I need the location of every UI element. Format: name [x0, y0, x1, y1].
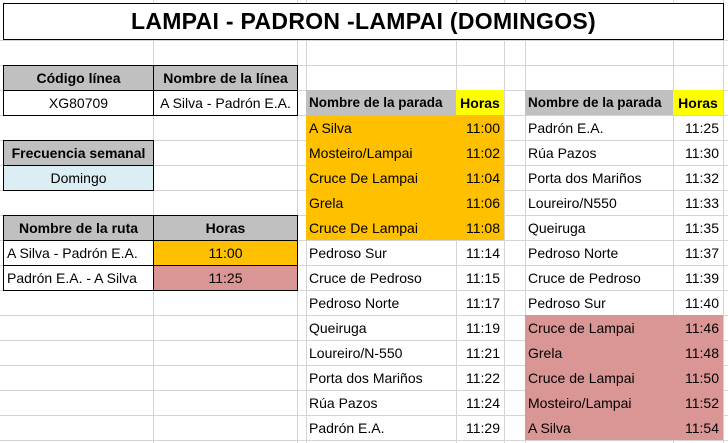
vuelta-hora: 11:54 — [673, 415, 723, 440]
vuelta-hora: 11:39 — [685, 269, 719, 286]
vuelta-parada: A Silva — [525, 415, 673, 440]
ida-parada: A Silva — [306, 115, 456, 140]
ruta-nombre[interactable]: A Silva - Padrón E.A. — [3, 240, 154, 266]
vuelta-hora: 11:32 — [685, 169, 719, 186]
ida-parada: Queiruga — [309, 319, 367, 336]
ruta-nombre[interactable]: Padrón E.A. - A Silva — [3, 265, 154, 291]
ida-parada: Pedroso Norte — [309, 294, 400, 311]
vuelta-parada: Cruce de Pedroso — [528, 269, 641, 286]
ida-parada-header: Nombre de la parada — [306, 90, 456, 115]
ida-parada: Grela — [306, 190, 456, 215]
ida-hora: 11:29 — [466, 419, 500, 436]
ida-parada: Padrón E.A. — [309, 419, 385, 436]
vuelta-hora: 11:25 — [685, 119, 719, 136]
vuelta-parada: Pedroso Norte — [528, 244, 619, 261]
ida-hora: 11:02 — [456, 140, 504, 165]
vuelta-parada: Porta dos Mariños — [528, 169, 642, 186]
ida-parada: Porta dos Mariños — [309, 369, 423, 386]
vuelta-hora: 11:46 — [673, 315, 723, 340]
ida-parada: Cruce de Pedroso — [309, 269, 422, 286]
vuelta-hora: 11:40 — [685, 294, 719, 311]
vuelta-hora: 11:33 — [685, 194, 719, 211]
ida-hora: 11:15 — [466, 269, 500, 286]
ida-hora: 11:06 — [456, 190, 504, 215]
vuelta-parada: Cruce de Lampai — [525, 315, 673, 340]
vuelta-hora: 11:37 — [685, 244, 719, 261]
ruta-hora[interactable]: 11:00 — [153, 240, 298, 266]
vuelta-parada: Pedroso Sur — [528, 294, 606, 311]
ida-hora: 11:22 — [466, 369, 500, 386]
frecuencia-value[interactable]: Domingo — [3, 165, 154, 191]
ruta-horas-header: Horas — [153, 215, 298, 241]
vuelta-parada: Padrón E.A. — [528, 119, 604, 136]
vuelta-parada-header: Nombre de la parada — [525, 90, 673, 115]
ruta-hora[interactable]: 11:25 — [153, 265, 298, 291]
vuelta-hora: 11:52 — [673, 390, 723, 415]
ida-hora: 11:14 — [466, 244, 500, 261]
vuelta-parada: Mosteiro/Lampai — [525, 390, 673, 415]
frecuencia-header: Frecuencia semanal — [3, 140, 154, 166]
vuelta-parada: Rúa Pazos — [528, 144, 597, 161]
vuelta-hora: 11:30 — [685, 144, 719, 161]
ida-parada: Cruce De Lampai — [306, 215, 456, 240]
ida-hora: 11:08 — [456, 215, 504, 240]
ida-hora: 11:21 — [466, 344, 500, 361]
vuelta-parada: Grela — [525, 340, 673, 365]
codigo-linea-header: Código línea — [3, 65, 154, 91]
vuelta-hora: 11:50 — [673, 365, 723, 390]
sheet-title: LAMPAI - PADRON -LAMPAI (DOMINGOS) — [3, 3, 724, 40]
ida-hora: 11:19 — [466, 319, 500, 336]
ida-hora: 11:17 — [466, 294, 500, 311]
nombre-linea-header: Nombre de la línea — [153, 65, 298, 91]
ida-horas-header: Horas — [456, 90, 504, 115]
ida-parada: Loureiro/N-550 — [309, 344, 403, 361]
ruta-nombre-header: Nombre de la ruta — [3, 215, 154, 241]
ida-parada: Mosteiro/Lampai — [306, 140, 456, 165]
vuelta-horas-header: Horas — [673, 90, 723, 115]
ida-parada: Cruce De Lampai — [306, 165, 456, 190]
ida-parada: Pedroso Sur — [309, 244, 387, 261]
ida-hora: 11:04 — [456, 165, 504, 190]
vuelta-hora: 11:35 — [685, 219, 719, 236]
vuelta-parada: Cruce de Lampai — [525, 365, 673, 390]
vuelta-hora: 11:48 — [673, 340, 723, 365]
ida-parada: Rúa Pazos — [309, 394, 378, 411]
vuelta-parada: Loureiro/N550 — [528, 194, 617, 211]
ida-hora: 11:00 — [456, 115, 504, 140]
ida-hora: 11:24 — [466, 394, 500, 411]
codigo-linea-value[interactable]: XG80709 — [3, 90, 154, 116]
vuelta-parada: Queiruga — [528, 219, 586, 236]
nombre-linea-value[interactable]: A Silva - Padrón E.A. — [153, 90, 298, 116]
